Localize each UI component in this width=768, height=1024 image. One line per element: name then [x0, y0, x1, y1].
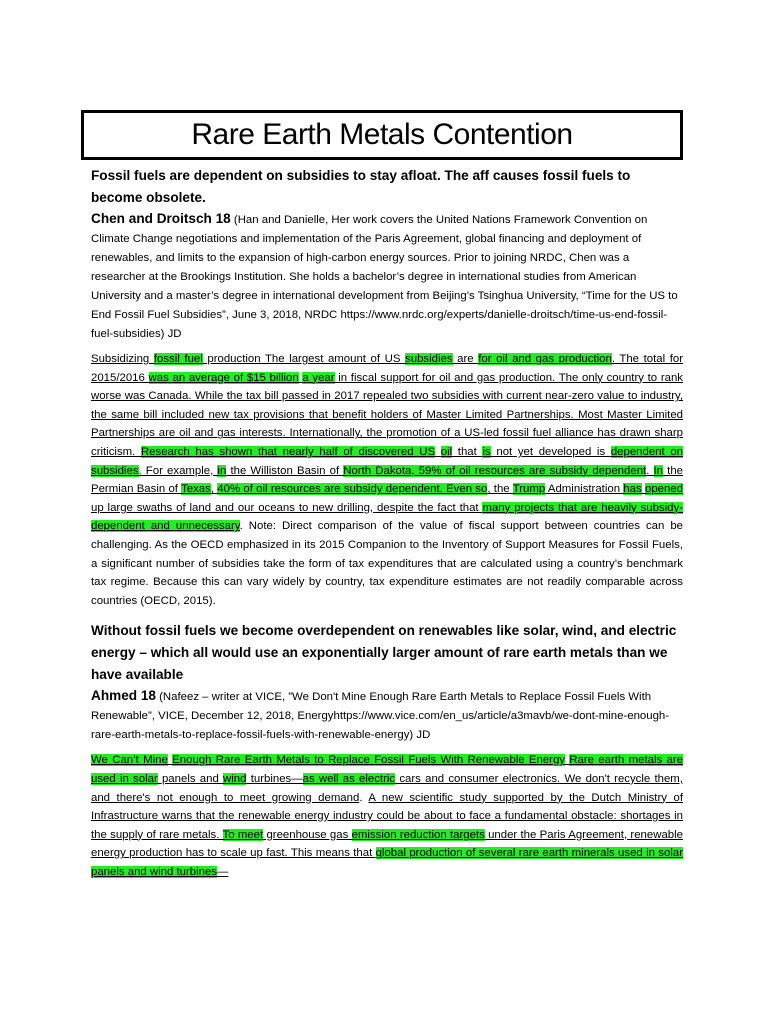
highlighted-text: Trump: [512, 483, 546, 496]
highlighted-text: emission reduction targets: [351, 828, 485, 841]
section1-citation: [91, 209, 683, 344]
card-text: cars and consumer electronics. We don't recycle them, and there's not enough to meet growing demand: [91, 772, 683, 804]
card-text: ,: [210, 483, 218, 496]
highlighted-text: Texas: [181, 483, 211, 496]
card-text: in fiscal support for oil and gas production. The only country to rank worse was Canada. While the tax bill passed in 2017 repealed two subsidies with current near-zero value to industry, the same bill included new tax provisions that benefit holders of Master Limited Partnerships. Most Master Limited Partnerships are oil and gas interests. Internationally, the promotion of a US-led fossil fuel alliance has drawn sharp criticism.: [91, 371, 683, 458]
highlighted-text: In: [653, 464, 664, 477]
page-title: Rare Earth Metals Contention: [191, 118, 573, 151]
highlighted-text: has: [623, 483, 642, 496]
card-text: that: [452, 445, 483, 458]
highlighted-text: Enough Rare Earth Metals to Replace Fossil Fuels With Renewable Energy: [172, 754, 565, 767]
section2-cite-author: Ahmed 18: [91, 688, 156, 704]
highlighted-text: To meet: [222, 828, 264, 841]
card-text: production The largest amount of US: [202, 353, 406, 365]
section1-tag: Fossil fuels are dependent on subsidies to stay afloat. The aff causes fossil fuels to become obsolete.: [91, 168, 631, 205]
section2-citation: [91, 686, 683, 745]
section1-card: [91, 350, 683, 610]
card-text: up large swaths of land and our oceans to new drilling, despite the fact that: [91, 501, 483, 514]
highlighted-text: for oil and gas production: [478, 353, 612, 365]
card-text: [435, 446, 441, 458]
highlighted-text: wind: [223, 772, 247, 785]
card-text: turbines—: [246, 772, 303, 785]
section2-tag: Without fossil fuels we become overdependent on renewables like solar, wind, and electric energy – which all would use an exponentially larger amount of rare earth metals than we have available: [91, 623, 677, 683]
card-text: the Williston Basin of: [226, 464, 344, 477]
document-body: [91, 165, 683, 891]
highlighted-text: oil: [440, 445, 453, 458]
highlighted-text: many projects that are heavily subsidy-dependent and unnecessary: [91, 501, 683, 533]
title-box: [81, 110, 683, 160]
highlighted-text: North Dakota, 59% of oil resources are subsidy dependent: [343, 464, 647, 477]
card-text: are: [452, 353, 479, 365]
card-text: Administration: [545, 483, 624, 496]
card-text: A new scientific study supported by the Dutch Ministry of Infrastructure warns that the renewable energy industry could be about to face a fundamental obstacle: shortages in the supply of rare metals.: [91, 791, 683, 841]
highlighted-text: a year: [302, 371, 335, 384]
card-text: panels and: [157, 772, 224, 785]
highlighted-text: as well as electric: [302, 772, 396, 785]
highlighted-text: in: [217, 464, 227, 477]
highlighted-text: was an average of $15 billion: [148, 371, 299, 384]
highlighted-text: opened: [645, 483, 684, 496]
highlighted-text: We Can’t Mine: [91, 754, 168, 767]
card-text: , the: [487, 483, 513, 496]
highlighted-text: Rare earth metals are used in solar: [91, 754, 683, 785]
highlighted-text: Research has shown that nearly half of discovered US: [140, 445, 436, 458]
highlighted-text: fossil fuel: [153, 353, 203, 365]
card-text: . Note: Direct comparison of the value of fiscal support between countries can be challenging. As the OECD emphasized in its 2015 Companion to the Inventory of Support Measures for Fossil Fuels, a significant number of subsidies take the form of tax expenditures that are calculated using a country’s benchmark tax regime. Because this can vary widely by country, tax expenditure estimates are not readily comparable across countries (OECD, 2015).: [91, 520, 684, 607]
section1-cite-details: (Han and Danielle, Her work covers the United Nations Framework Convention on Climate Change negotiations and implementation of the Paris Agreement, global financing and deployment of renewables, and limits to the expansion of high-carbon energy sources. Prior to joining NRDC, Chen was a researcher at the Brookings Institution. She holds a bachelor’s degree in international studies from American University and a master’s degree in international development from Beijing’s Tsinghua University, “Time for the US to End Fossil Fuel Subsidies”, June 3, 2018, NRDC https://www.nrdc.org/experts/danielle-droitsch/time-us-end-fossil-fuel-subsidies) JD: [91, 214, 678, 340]
card-text: . The total for 2015/2016: [91, 353, 684, 384]
card-text: . For example,: [138, 464, 218, 477]
card-text: .: [646, 464, 654, 477]
highlighted-text: is: [482, 445, 491, 458]
card-text: under the Paris Agreement, renewable energy production has to scale up fast. This means that: [91, 828, 683, 860]
card-text: .: [359, 791, 369, 804]
card-text: not yet developed is: [490, 445, 611, 458]
highlighted-text: dependent on subsidies: [91, 445, 684, 477]
section2-cite-details: (Nafeez – writer at VICE, ”We Don't Mine Enough Rare Earth Metals to Replace Fossil Fuels With Renewable”, VICE, December 12, 2018, Energyhttps://www.vice.com/en_us/article/a3mavb/we-dont-mine-enough-rare-earth-metals-to-replace-fossil-fuels-with-renewable-energy) JD: [91, 691, 670, 742]
card-text: Subsidizing: [91, 353, 154, 365]
highlighted-text: subsidies: [405, 353, 453, 365]
highlighted-text: global production of several rare earth minerals used in solar panels and wind turbines: [91, 847, 683, 878]
highlighted-text: 40% of oil resources are subsidy dependent. Even so: [217, 483, 488, 496]
card-text: the Permian Basin of: [91, 464, 683, 496]
card-text: greenhouse gas: [263, 828, 352, 841]
card-text: —: [217, 865, 229, 878]
section2-card: [91, 751, 683, 881]
section1-cite-author: Chen and Droitsch 18: [91, 211, 231, 226]
